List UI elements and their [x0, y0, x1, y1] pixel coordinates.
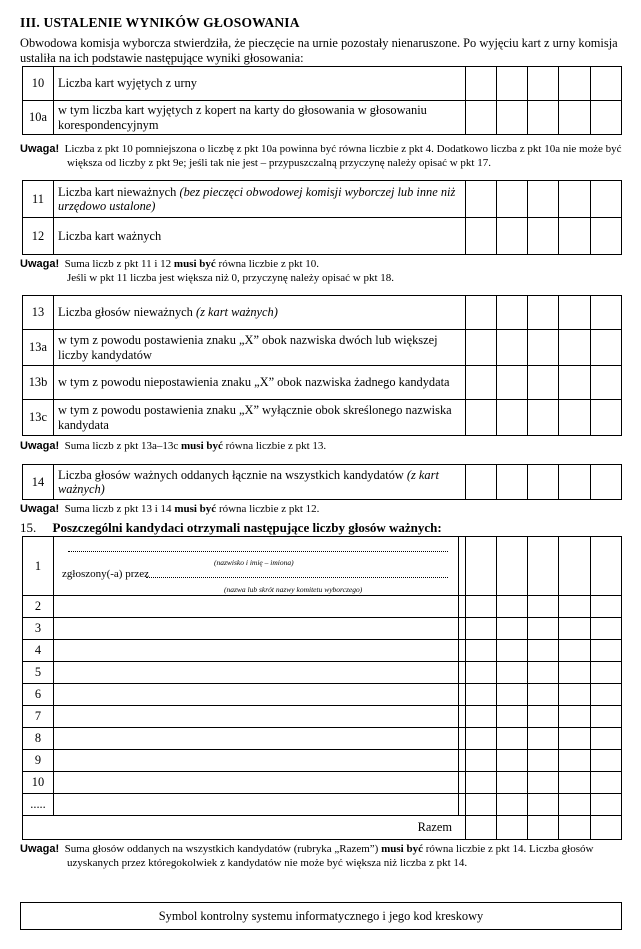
row-label: Liczba głosów ważnych oddanych łącznie na wszystkich kandydatów (z kart ważnych)	[54, 465, 466, 500]
digit-box[interactable]	[528, 465, 559, 500]
digit-box[interactable]	[496, 640, 527, 662]
row-number: 11	[23, 181, 54, 218]
digit-box[interactable]	[496, 706, 527, 728]
candidate-row	[23, 772, 622, 794]
table-row	[23, 67, 622, 101]
row-number: 10	[23, 67, 54, 101]
candidate-row	[23, 596, 622, 618]
row-number: 13c	[23, 400, 54, 436]
section-intro: Obwodowa komisja wyborcza stwierdziła, że pieczęcie na urnie pozostały nienaruszone. Po wyjęciu kart z urny komisja ustaliła na ich podstawie następujące wyniki głosowania:	[20, 36, 618, 65]
candidate-row	[23, 537, 622, 596]
digit-box[interactable]	[559, 684, 590, 706]
section-15-title: 15. Poszczególni kandydaci otrzymali następujące liczby głosów ważnych:	[20, 520, 442, 535]
digit-box[interactable]	[559, 366, 590, 400]
digit-box[interactable]	[590, 684, 621, 706]
digit-box[interactable]	[465, 640, 496, 662]
digit-box[interactable]	[559, 596, 590, 618]
digit-box[interactable]	[590, 218, 621, 255]
digit-box[interactable]	[590, 816, 621, 840]
candidate-row	[23, 728, 622, 750]
digit-box[interactable]	[528, 596, 559, 618]
digit-box[interactable]	[590, 296, 621, 330]
row-number: .....	[23, 794, 54, 816]
candidate-cell[interactable]	[54, 596, 459, 618]
candidates-table	[22, 536, 622, 840]
table-row	[23, 218, 622, 255]
candidate-cell[interactable]	[54, 662, 459, 684]
digit-box[interactable]	[465, 537, 496, 596]
digit-box[interactable]	[590, 67, 621, 101]
row-number: 9	[23, 750, 54, 772]
digit-box[interactable]	[590, 728, 621, 750]
digit-box[interactable]	[465, 465, 496, 500]
digit-box[interactable]	[496, 218, 527, 255]
barcode-box: Symbol kontrolny systemu informatycznego i jego kod kreskowy	[20, 902, 622, 930]
digit-box[interactable]	[465, 596, 496, 618]
razem-row	[23, 816, 622, 840]
digit-box[interactable]	[590, 750, 621, 772]
digit-box[interactable]	[528, 330, 559, 366]
note-13: Uwaga! Suma liczb z pkt 13a–13c musi być równa liczbie z pkt 13.	[20, 440, 327, 452]
note-10: Uwaga! Liczba z pkt 10 pomniejszona o liczbę z pkt 10a powinna być równa liczbie z pkt 4. Dodatkowo liczba z pkt 10a nie może być większa od liczby z pkt 9e; jeśli tak nie jest – przypuszczalną przyczynę należy opisać w pkt 17.	[20, 143, 622, 169]
candidate-cell	[54, 537, 459, 596]
digit-box[interactable]	[496, 366, 527, 400]
candidate-name-line[interactable]	[68, 551, 448, 552]
digit-box[interactable]	[590, 537, 621, 596]
digit-box[interactable]	[465, 618, 496, 640]
candidate-row	[23, 750, 622, 772]
candidate-cell[interactable]	[54, 772, 459, 794]
digit-box[interactable]	[528, 296, 559, 330]
digit-box[interactable]	[559, 794, 590, 816]
digit-box[interactable]	[496, 618, 527, 640]
digit-box[interactable]	[559, 816, 590, 840]
digit-box[interactable]	[528, 618, 559, 640]
committee-line[interactable]	[146, 577, 448, 578]
digit-box[interactable]	[496, 684, 527, 706]
digit-box[interactable]	[528, 794, 559, 816]
row-number: 13b	[23, 366, 54, 400]
digit-box[interactable]	[590, 596, 621, 618]
digit-box[interactable]	[496, 465, 527, 500]
candidate-row	[23, 684, 622, 706]
digit-box[interactable]	[465, 750, 496, 772]
digit-box[interactable]	[465, 728, 496, 750]
digit-box[interactable]	[559, 218, 590, 255]
row-number: 7	[23, 706, 54, 728]
digit-box[interactable]	[496, 772, 527, 794]
digit-box[interactable]	[590, 330, 621, 366]
row-number: 13a	[23, 330, 54, 366]
digit-box[interactable]	[465, 218, 496, 255]
digit-box[interactable]	[528, 772, 559, 794]
digit-box[interactable]	[590, 101, 621, 135]
digit-box[interactable]	[465, 794, 496, 816]
candidate-row	[23, 706, 622, 728]
caption-committee: (nazwa lub skrót nazwy komitetu wyborczego)	[224, 585, 363, 594]
section-heading: III. USTALENIE WYNIKÓW GŁOSOWANIA	[20, 15, 300, 30]
note-11-12: Uwaga! Suma liczb z pkt 11 i 12 musi być równa liczbie z pkt 10. Jeśli w pkt 11 liczba jest większa niż 0, przyczynę należy opisać w pkt 18.	[20, 258, 395, 284]
row-number: 2	[23, 596, 54, 618]
digit-box[interactable]	[528, 728, 559, 750]
row-label: Liczba głosów nieważnych (z kart ważnych)	[54, 296, 466, 330]
digit-box[interactable]	[496, 750, 527, 772]
digit-box[interactable]	[528, 366, 559, 400]
uwaga-label: Uwaga!	[20, 143, 60, 155]
digit-box[interactable]	[590, 662, 621, 684]
digit-box[interactable]	[465, 400, 496, 436]
table-row-14	[22, 464, 622, 500]
candidate-cell[interactable]	[54, 618, 459, 640]
digit-box[interactable]	[528, 181, 559, 218]
digit-box[interactable]	[465, 330, 496, 366]
table-rows-10	[22, 66, 622, 135]
row-label: w tym liczba kart wyjętych z kopert na karty do głosowania w głosowaniu korespondencyjnym	[54, 101, 466, 135]
digit-box[interactable]	[559, 181, 590, 218]
digit-box[interactable]	[465, 772, 496, 794]
note-14: Uwaga! Suma liczb z pkt 13 i 14 musi być równa liczbie z pkt 12.	[20, 503, 320, 515]
digit-box[interactable]	[559, 706, 590, 728]
digit-box[interactable]	[496, 816, 527, 840]
candidate-cell[interactable]	[54, 794, 459, 816]
digit-box[interactable]	[496, 296, 527, 330]
digit-box[interactable]	[590, 181, 621, 218]
digit-box[interactable]	[528, 537, 559, 596]
table-row	[23, 465, 622, 500]
table-row	[23, 181, 622, 218]
digit-box[interactable]	[590, 465, 621, 500]
digit-box[interactable]	[559, 400, 590, 436]
digit-box[interactable]	[559, 750, 590, 772]
table-row	[23, 330, 622, 366]
digit-box[interactable]	[528, 816, 559, 840]
digit-box[interactable]	[465, 366, 496, 400]
candidate-cell[interactable]	[54, 750, 459, 772]
digit-box[interactable]	[590, 794, 621, 816]
digit-box[interactable]	[590, 366, 621, 400]
table-rows-13	[22, 295, 622, 436]
row-number: 6	[23, 684, 54, 706]
digit-box[interactable]	[559, 640, 590, 662]
digit-box[interactable]	[559, 618, 590, 640]
row-label: w tym z powodu postawienia znaku „X” obok nazwiska dwóch lub większej liczby kandydatów	[54, 330, 466, 366]
row-number: 3	[23, 618, 54, 640]
digit-box[interactable]	[559, 296, 590, 330]
digit-box[interactable]	[528, 662, 559, 684]
row-number: 5	[23, 662, 54, 684]
digit-box[interactable]	[528, 101, 559, 135]
candidate-row	[23, 662, 622, 684]
digit-box[interactable]	[465, 296, 496, 330]
digit-box[interactable]	[465, 706, 496, 728]
digit-box[interactable]	[528, 750, 559, 772]
digit-box[interactable]	[528, 218, 559, 255]
row-label: w tym z powodu postawienia znaku „X” wyłącznie obok skreślonego nazwiska kandydata	[54, 400, 466, 436]
candidate-cell[interactable]	[54, 684, 459, 706]
digit-box[interactable]	[496, 181, 527, 218]
digit-box[interactable]	[528, 640, 559, 662]
digit-box[interactable]	[496, 596, 527, 618]
caption-name: (nazwisko i imię – imiona)	[214, 558, 294, 567]
row-label: Liczba kart wyjętych z urny	[54, 67, 466, 101]
digit-box[interactable]	[496, 662, 527, 684]
digit-box[interactable]	[590, 618, 621, 640]
row-label: w tym z powodu niepostawienia znaku „X” obok nazwiska żadnego kandydata	[54, 366, 466, 400]
table-row	[23, 400, 622, 436]
digit-box[interactable]	[465, 101, 496, 135]
table-row	[23, 366, 622, 400]
row-number: 1	[23, 537, 54, 596]
row-number: 13	[23, 296, 54, 330]
razem-label: Razem	[23, 816, 459, 840]
digit-box[interactable]	[528, 684, 559, 706]
row-number: 10	[23, 772, 54, 794]
digit-box[interactable]	[496, 67, 527, 101]
candidate-cell[interactable]	[54, 640, 459, 662]
digit-box[interactable]	[559, 728, 590, 750]
spacer-cell	[458, 537, 465, 596]
digit-box[interactable]	[559, 537, 590, 596]
digit-box[interactable]	[528, 706, 559, 728]
digit-box[interactable]	[496, 330, 527, 366]
digit-box[interactable]	[496, 537, 527, 596]
zgloszony-label: zgłoszony(-a) przez	[62, 568, 150, 580]
table-rows-11-12	[22, 180, 622, 255]
row-number: 8	[23, 728, 54, 750]
digit-box[interactable]	[559, 662, 590, 684]
row-label: Liczba kart nieważnych (bez pieczęci obwodowej komisji wyborczej lub inne niż urzędowo ustalone)	[54, 181, 466, 218]
digit-box[interactable]	[465, 67, 496, 101]
table-row	[23, 101, 622, 135]
digit-box[interactable]	[590, 772, 621, 794]
digit-box[interactable]	[559, 330, 590, 366]
digit-box[interactable]	[496, 400, 527, 436]
digit-box[interactable]	[559, 465, 590, 500]
digit-box[interactable]	[528, 400, 559, 436]
note-15: Uwaga! Suma głosów oddanych na wszystkich kandydatów (rubryka „Razem”) musi być równa liczbie z pkt 14. Liczba głosów uzyskanych przez któregokolwiek z kandydatów nie może być większa niż liczba z pkt 14.	[20, 843, 594, 869]
candidate-row	[23, 640, 622, 662]
row-number: 12	[23, 218, 54, 255]
digit-box[interactable]	[465, 684, 496, 706]
digit-box[interactable]	[496, 794, 527, 816]
candidate-row	[23, 618, 622, 640]
digit-box[interactable]	[496, 101, 527, 135]
digit-box[interactable]	[559, 67, 590, 101]
candidate-cell[interactable]	[54, 706, 459, 728]
digit-box[interactable]	[465, 181, 496, 218]
candidate-row	[23, 794, 622, 816]
digit-box[interactable]	[465, 816, 496, 840]
digit-box[interactable]	[559, 772, 590, 794]
row-number: 14	[23, 465, 54, 500]
digit-box[interactable]	[465, 662, 496, 684]
row-number: 4	[23, 640, 54, 662]
row-number: 10a	[23, 101, 54, 135]
digit-box[interactable]	[590, 706, 621, 728]
table-row	[23, 296, 622, 330]
digit-box[interactable]	[590, 640, 621, 662]
digit-box[interactable]	[528, 67, 559, 101]
row-label: Liczba kart ważnych	[54, 218, 466, 255]
digit-box[interactable]	[496, 728, 527, 750]
digit-box[interactable]	[590, 400, 621, 436]
candidate-cell[interactable]	[54, 728, 459, 750]
digit-box[interactable]	[559, 101, 590, 135]
